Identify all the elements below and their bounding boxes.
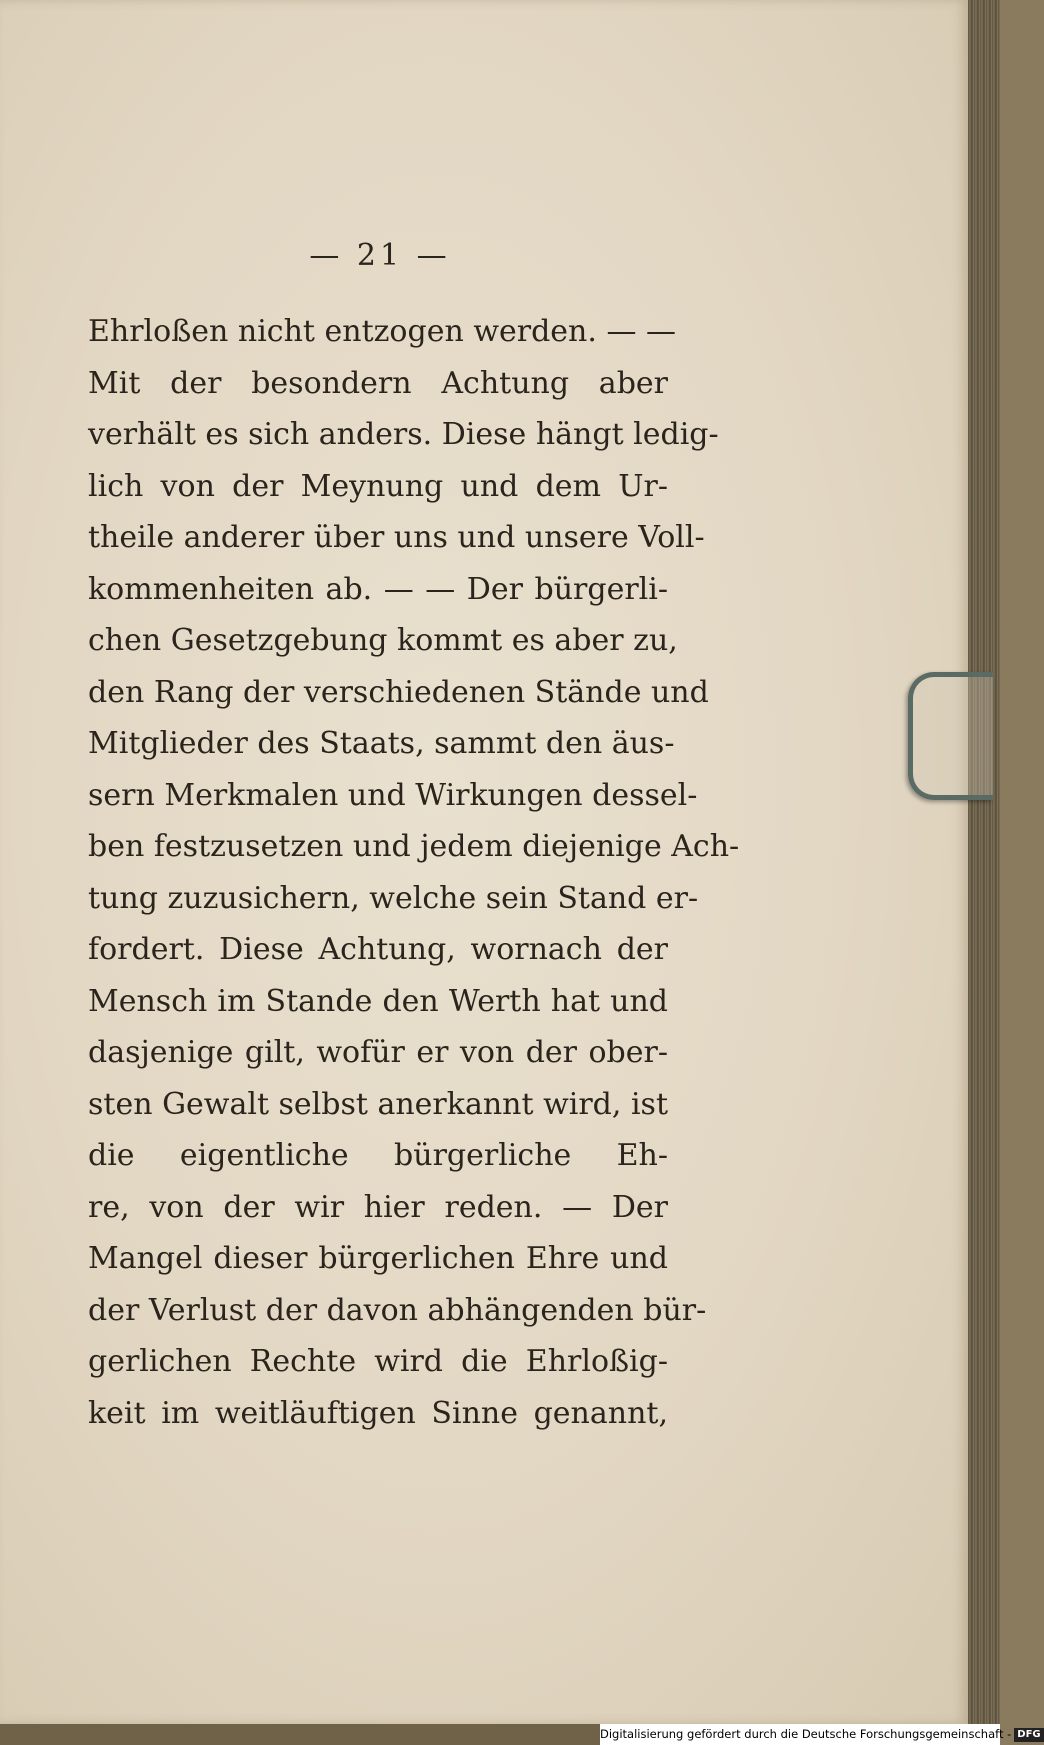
page-edges <box>968 0 1000 1724</box>
text-line: dasjenige gilt, wofür er von der ober- <box>88 1035 668 1070</box>
text-line: kommenheiten ab. — — Der bürgerli- <box>88 571 668 607</box>
text-line: tung zuzusichern, welche sein Stand er- <box>88 880 699 916</box>
credit-text: Digitalisierung gefördert durch die Deutsche Forschungsgemeinschaft - <box>600 1727 1012 1741</box>
text-line: keit im weitläuftigen Sinne genannt, <box>88 1395 668 1431</box>
digitization-credit <box>600 1724 1041 1745</box>
text-line: gerlichen Rechte wird die Ehrloßig- <box>88 1344 668 1379</box>
dfg-logo: DFG <box>1014 1728 1043 1742</box>
text-line: chen Gesetzgebung kommt es aber zu, <box>88 623 678 658</box>
text-line: sern Merkmalen und Wirkungen dessel- <box>88 777 698 813</box>
text-line: den Rang der verschiedenen Stände und <box>88 674 709 710</box>
text-line: der Verlust der davon abhängenden bür- <box>88 1292 707 1328</box>
text-line: theile anderer über uns und unsere Voll- <box>88 520 705 555</box>
body-text <box>88 306 740 1439</box>
text-line: fordert. Diese Achtung, wornach der <box>88 932 668 967</box>
text-line: die eigentliche bürgerliche Eh- <box>88 1138 668 1173</box>
text-line: lich von der Meynung und dem Ur- <box>88 468 668 504</box>
text-line: sten Gewalt selbst anerkannt wird, ist <box>88 1086 669 1122</box>
text-line: verhält es sich anders. Diese hängt ledig- <box>88 417 719 452</box>
text-line: re, von der wir hier reden. — Der <box>88 1189 668 1225</box>
page-number-header: — 21 — <box>309 238 451 273</box>
text-line: ben festzusetzen und jedem diejenige Ach- <box>88 829 740 864</box>
text-line: Mensch im Stande den Werth hat und <box>88 983 668 1019</box>
text-line: Mit der besondern Achtung aber <box>88 365 668 401</box>
text-line: Mitglieder des Staats, sammt den äus- <box>88 726 675 761</box>
text-line: Mangel dieser bürgerlichen Ehre und <box>88 1241 668 1276</box>
text-line: Ehrloßen nicht entzogen werden. — — <box>88 314 676 349</box>
book-clasp <box>908 672 993 800</box>
